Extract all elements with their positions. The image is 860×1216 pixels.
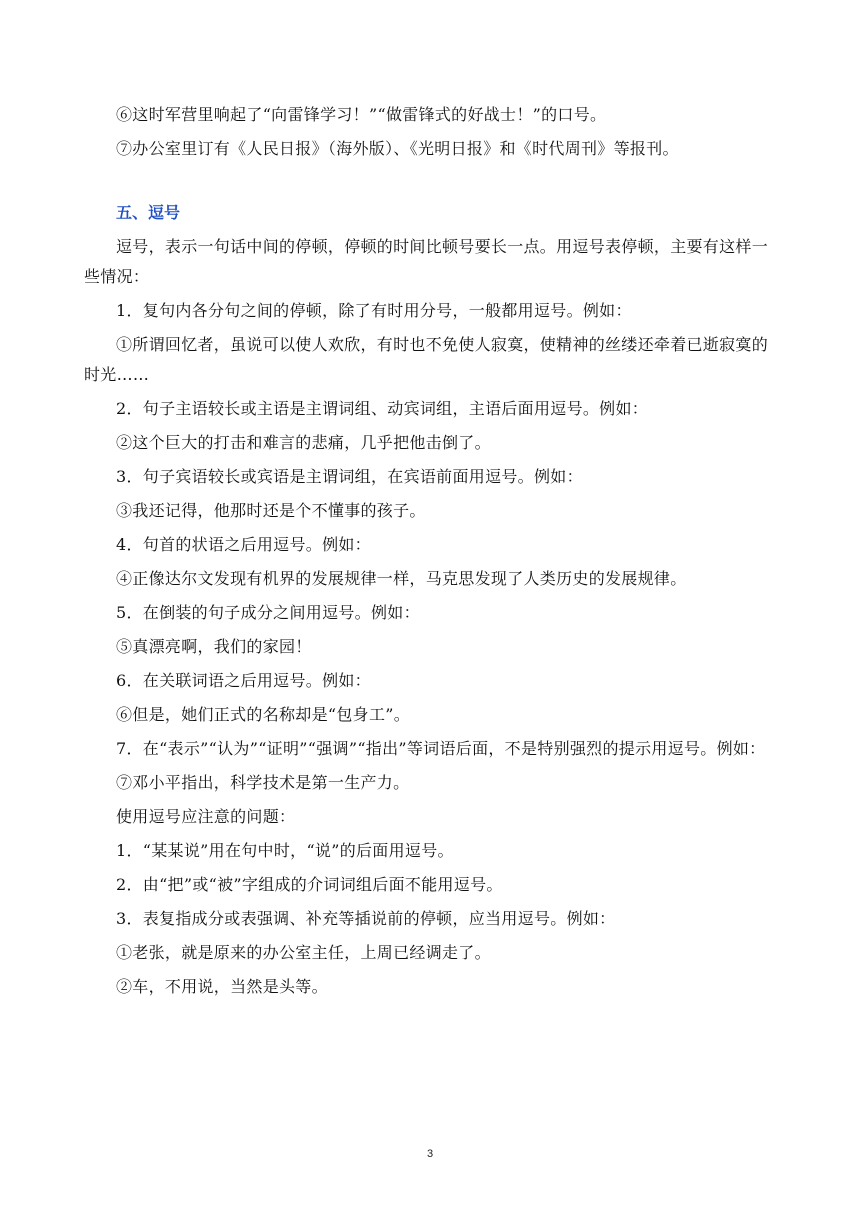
note-example-2: ②车，不用说，当然是头等。 [116, 977, 328, 996]
example-6: ⑥但是，她们正式的名称却是“包身工”。 [116, 705, 411, 724]
rule-4: 4．句首的状语之后用逗号。例如： [116, 535, 371, 554]
note-example-1: ①老张，就是原来的办公室主任，上周已经调走了。 [116, 943, 491, 962]
example-7: ⑦邓小平指出，科学技术是第一生产力。 [116, 773, 410, 792]
example-4: ④正像达尔文发现有机界的发展规律一样，马克思发现了人类历史的发展规律。 [116, 569, 687, 588]
rule-6: 6．在关联词语之后用逗号。例如： [116, 671, 371, 690]
paragraph-example-7: ⑦办公室里订有《人民日报》（海外版）、《光明日报》和《时代周刊》等报刊。 [116, 139, 679, 158]
rule-3: 3．句子宾语较长或宾语是主谓词组，在宾语前面用逗号。例如： [116, 467, 583, 486]
notes-heading: 使用逗号应注意的问题： [116, 807, 296, 826]
example-1: ①所谓回忆者，虽说可以使人欢欣，有时也不免使人寂寞，使精神的丝缕还牵着已逝寂寞的时光…… [84, 335, 769, 384]
document-body [84, 100, 780, 1006]
note-2: 2．由“把”或“被”字组成的介词词组后面不能用逗号。 [116, 875, 503, 894]
rule-7: 7．在“表示”“认为”“证明”“强调”“指出”等词语后面，不是特别强烈的提示用逗号。例如： [116, 739, 766, 758]
rule-2: 2．句子主语较长或主语是主谓词组、动宾词组，主语后面用逗号。例如： [116, 399, 649, 418]
example-5: ⑤真漂亮啊，我们的家园！ [116, 637, 312, 656]
note-3: 3．表复指成分或表强调、补充等插说前的停顿，应当用逗号。例如： [116, 909, 616, 928]
page-number: 3 [426, 1148, 434, 1160]
section-intro: 逗号，表示一句话中间的停顿，停顿的时间比顿号要长一点。用逗号表停顿，主要有这样一些情况： [84, 237, 769, 286]
example-2: ②这个巨大的打击和难言的悲痛，几乎把他击倒了。 [116, 433, 491, 452]
example-3: ③我还记得，他那时还是个不懂事的孩子。 [116, 501, 426, 520]
rule-1: 1．复句内各分句之间的停顿，除了有时用分号，一般都用逗号。例如： [116, 301, 632, 320]
section-heading: 五、逗号 [116, 203, 181, 222]
paragraph-example-6: ⑥这时军营里响起了“向雷锋学习！”“做雷锋式的好战士！”的口号。 [116, 105, 607, 124]
rule-5: 5．在倒装的句子成分之间用逗号。例如： [116, 603, 420, 622]
note-1: 1．“某某说”用在句中时，“说”的后面用逗号。 [116, 841, 454, 860]
